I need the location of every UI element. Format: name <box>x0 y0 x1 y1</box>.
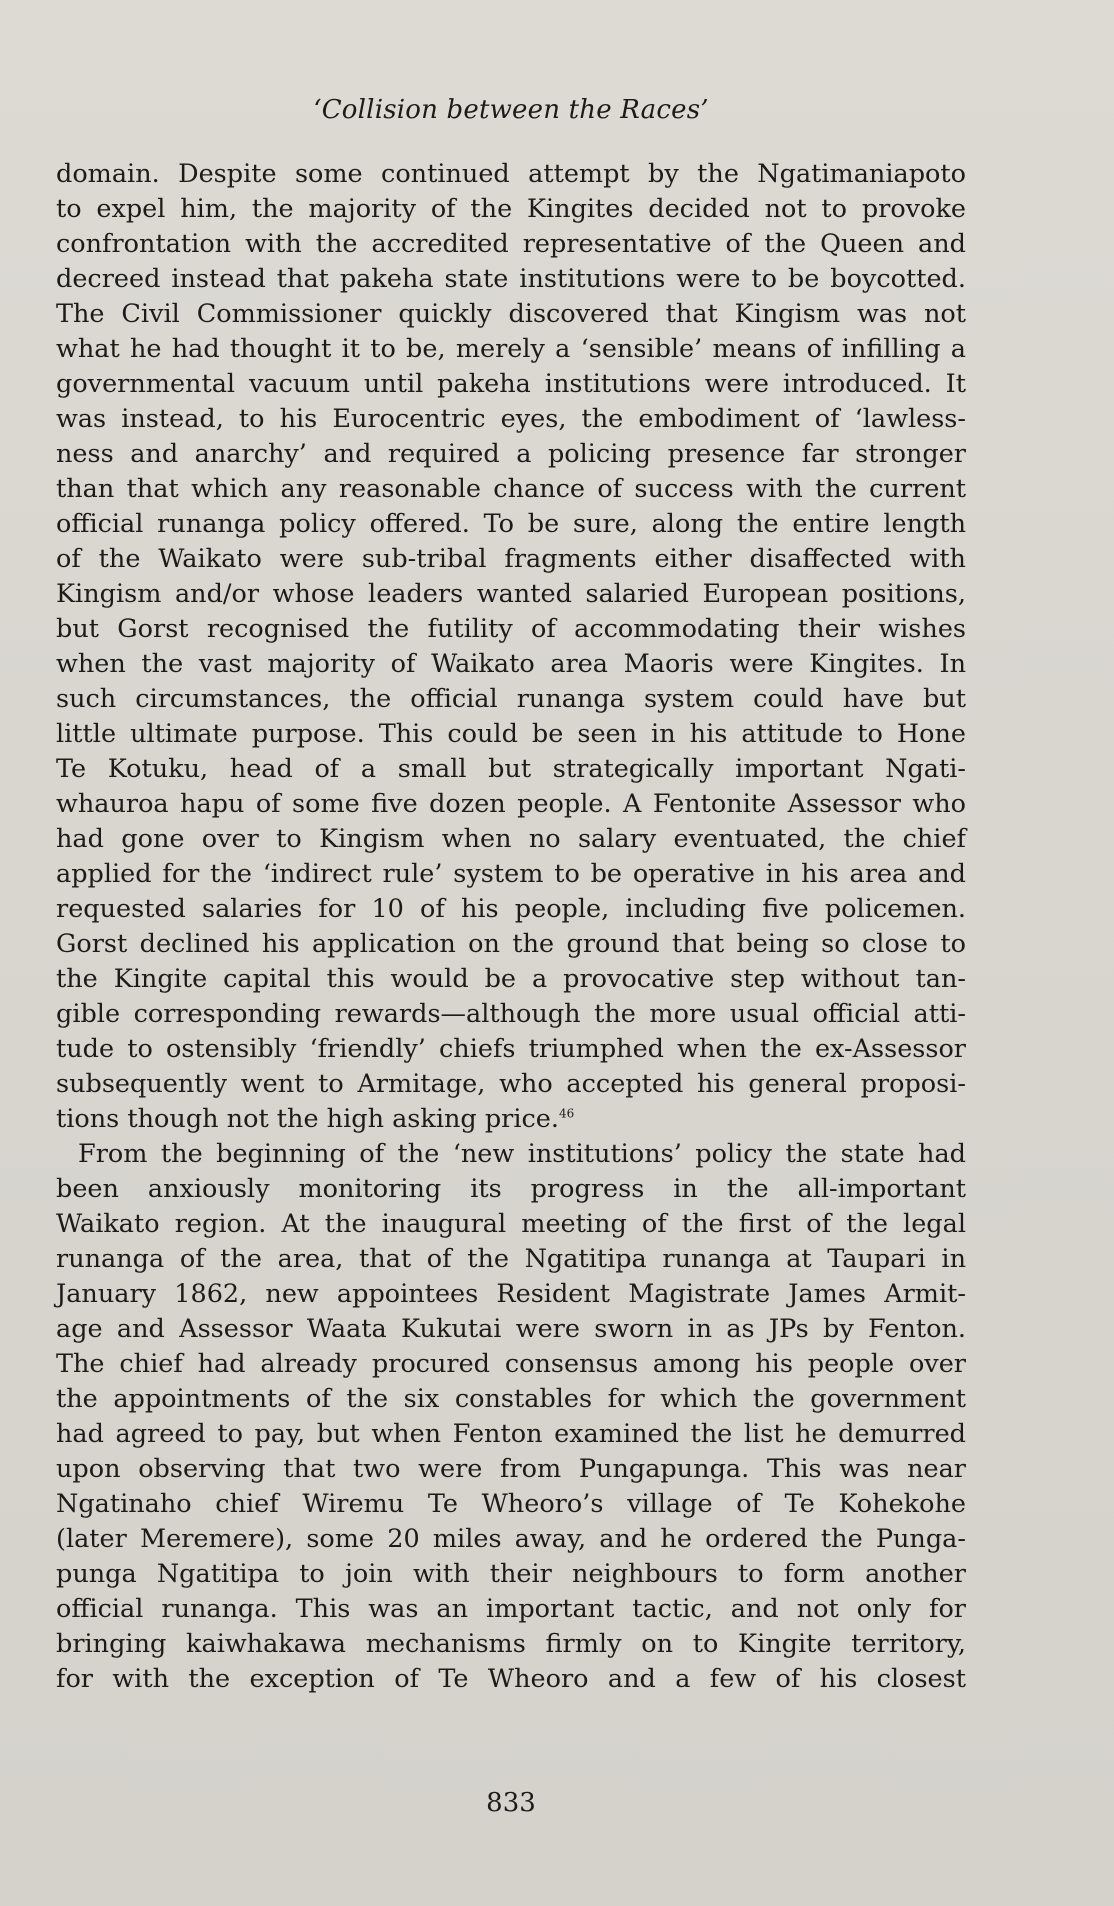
text-line: confrontation with the accredited representative of the Queen and <box>56 229 966 259</box>
text-line: official runanga. This was an important tactic, and not only for <box>56 1594 966 1624</box>
text-line: official runanga policy offered. To be sure, along the entire length <box>56 509 966 539</box>
text-line: the appointments of the six constables for which the government <box>56 1384 966 1414</box>
last-line-text: tions though not the high asking price. <box>56 1104 559 1134</box>
body-text <box>56 157 966 1697</box>
text-line: ness and anarchy’ and required a policing presence far stronger <box>56 439 966 469</box>
text-line: punga Ngatitipa to join with their neighbours to form another <box>56 1559 966 1589</box>
paragraph-2 <box>56 1137 966 1697</box>
text-line: The Civil Commissioner quickly discovered that Kingism was not <box>56 299 966 329</box>
text-line: whauroa hapu of some five dozen people. A Fentonite Assessor who <box>56 789 966 819</box>
text-line: domain. Despite some continued attempt by the Ngatimaniapoto <box>56 159 966 189</box>
text-line: been anxiously monitoring its progress in the all-important <box>56 1174 966 1204</box>
text-line: such circumstances, the official runanga system could have but <box>56 684 966 714</box>
text-line: Gorst declined his application on the ground that being so close to <box>56 929 966 959</box>
text-line: Ngatinaho chief Wiremu Te Wheoro’s village of Te Kohekohe <box>56 1489 966 1519</box>
text-line: requested salaries for 10 of his people, including five policemen. <box>56 894 966 924</box>
paragraph-1 <box>56 157 966 1137</box>
text-line: what he had thought it to be, merely a ‘sensible’ means of infilling a <box>56 334 966 364</box>
page-number: 833 <box>486 1788 536 1818</box>
text-line: Te Kotuku, head of a small but strategically important Ngati- <box>56 754 966 784</box>
running-header: ‘Collision between the Races’ <box>313 95 709 125</box>
text-line: but Gorst recognised the futility of accommodating their wishes <box>56 614 966 644</box>
text-line: governmental vacuum until pakeha institutions were introduced. It <box>56 369 966 399</box>
text-line: upon observing that two were from Pungapunga. This was near <box>56 1454 966 1484</box>
text-line: (later Meremere), some 20 miles away, and he ordered the Punga- <box>56 1524 966 1554</box>
text-line: January 1862, new appointees Resident Magistrate James Armit- <box>56 1279 966 1309</box>
text-line: applied for the ‘indirect rule’ system to be operative in his area and <box>56 859 966 889</box>
text-line-last <box>56 1102 966 1137</box>
text-line: bringing kaiwhakawa mechanisms firmly on to Kingite territory, <box>56 1629 966 1659</box>
text-line: subsequently went to Armitage, who accepted his general proposi- <box>56 1069 966 1099</box>
text-line: for with the exception of Te Wheoro and a few of his closest <box>56 1664 966 1694</box>
text-line: when the vast majority of Waikato area Maoris were Kingites. In <box>56 649 966 679</box>
text-line: was instead, to his Eurocentric eyes, the embodiment of ‘lawless- <box>56 404 966 434</box>
text-line: runanga of the area, that of the Ngatitipa runanga at Taupari in <box>56 1244 966 1274</box>
text-line: From the beginning of the ‘new institutions’ policy the state had <box>78 1139 966 1169</box>
text-line: to expel him, the majority of the Kingites decided not to provoke <box>56 194 966 224</box>
text-line: Kingism and/or whose leaders wanted salaried European positions, <box>56 579 966 609</box>
text-line: tude to ostensibly ‘friendly’ chiefs triumphed when the ex-Assessor <box>56 1034 966 1064</box>
text-line: than that which any reasonable chance of success with the current <box>56 474 966 504</box>
text-line: decreed instead that pakeha state institutions were to be boycotted. <box>56 264 966 294</box>
text-line: had gone over to Kingism when no salary eventuated, the chief <box>56 824 966 854</box>
text-line: Waikato region. At the inaugural meeting of the first of the legal <box>56 1209 966 1239</box>
footnote-ref: 46 <box>559 1106 575 1121</box>
text-line: age and Assessor Waata Kukutai were sworn in as JPs by Fenton. <box>56 1314 966 1344</box>
text-line: little ultimate purpose. This could be seen in his attitude to Hone <box>56 719 966 749</box>
text-line: gible corresponding rewards—although the more usual official atti- <box>56 999 966 1029</box>
text-line: The chief had already procured consensus among his people over <box>56 1349 966 1379</box>
text-line: of the Waikato were sub-tribal fragments either disaffected with <box>56 544 966 574</box>
text-line: the Kingite capital this would be a provocative step without tan- <box>56 964 966 994</box>
text-line: had agreed to pay, but when Fenton examined the list he demurred <box>56 1419 966 1449</box>
